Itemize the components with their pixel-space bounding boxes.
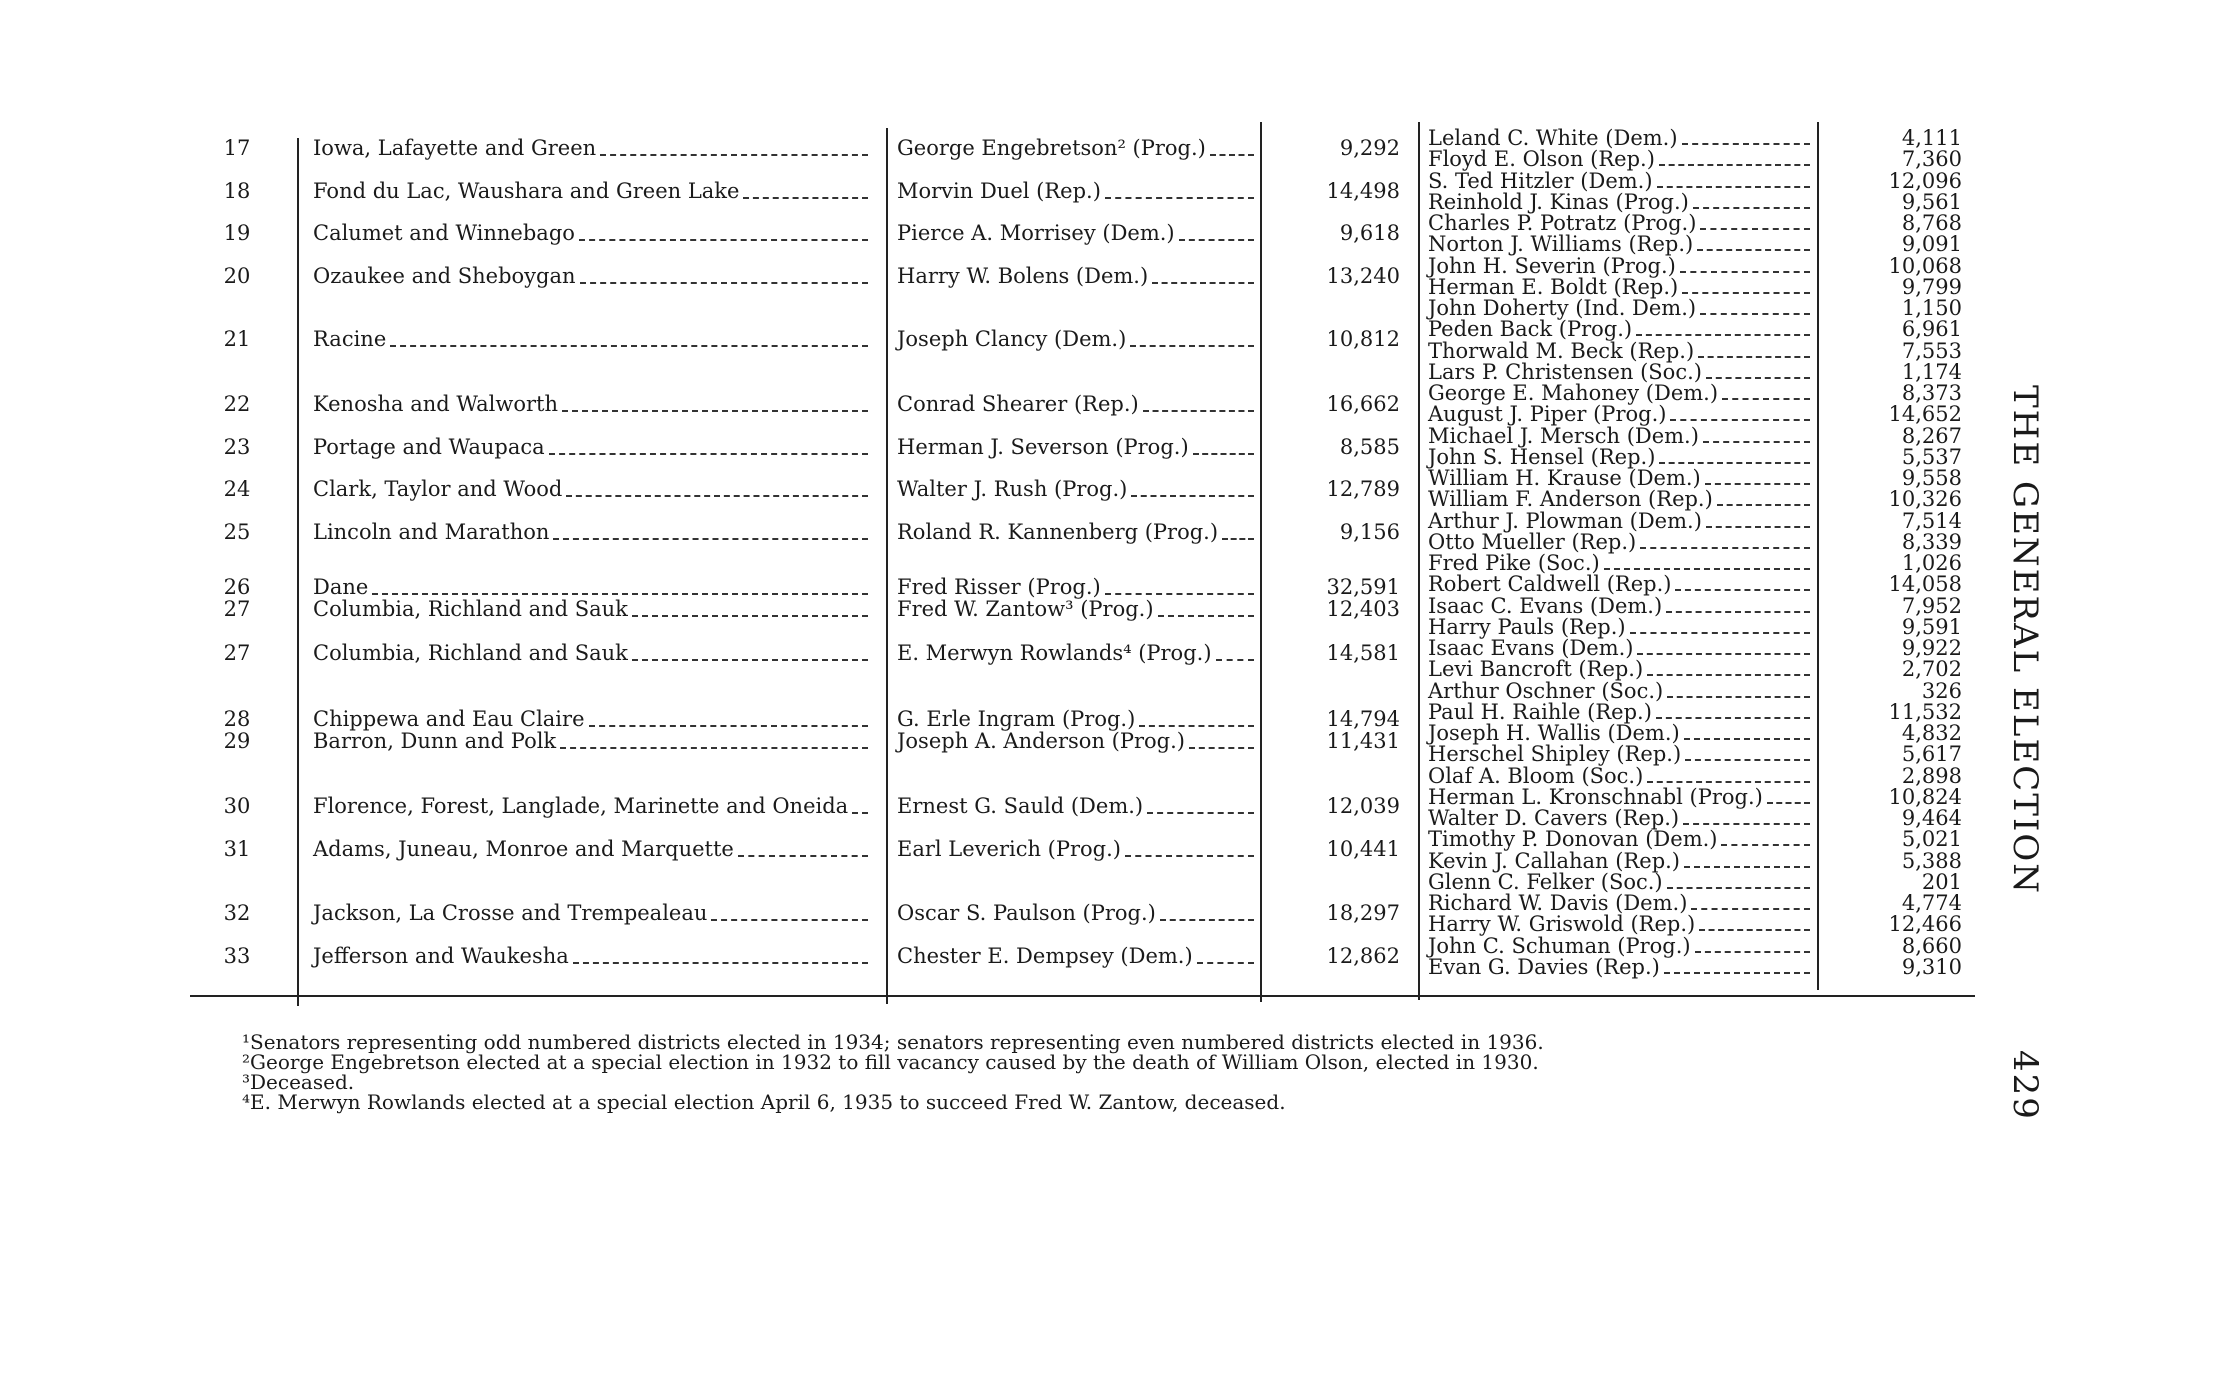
opponent-votes: 2,702 bbox=[1901, 657, 1962, 681]
side-title: THE GENERAL ELECTION bbox=[2005, 385, 2045, 896]
opponent-name: Fred Pike (Soc.) bbox=[1428, 551, 1600, 575]
senator-votes: 12,403 bbox=[1326, 597, 1400, 621]
senator-name: Joseph A. Anderson (Prog.) bbox=[897, 729, 1185, 753]
column-rule bbox=[1260, 122, 1262, 1002]
leader-dots bbox=[1139, 725, 1254, 727]
senator-votes: 16,662 bbox=[1326, 392, 1400, 416]
leader-dots bbox=[573, 962, 868, 964]
county-names: Lincoln and Marathon bbox=[313, 520, 550, 544]
opponent-votes: 8,373 bbox=[1901, 381, 1962, 405]
opponent-name: Herschel Shipley (Rep.) bbox=[1428, 742, 1682, 766]
senator-votes: 11,431 bbox=[1326, 729, 1400, 753]
senator-name: George Engebretson² (Prog.) bbox=[897, 136, 1206, 160]
opponent-votes: 5,388 bbox=[1901, 849, 1962, 873]
senator-name: Earl Leverich (Prog.) bbox=[897, 837, 1121, 861]
opponent-name: Isaac Evans (Dem.) bbox=[1428, 636, 1634, 660]
senator-name: Walter J. Rush (Prog.) bbox=[897, 477, 1128, 501]
opponent-name: Norton J. Williams (Rep.) bbox=[1428, 232, 1694, 256]
leader-dots bbox=[1684, 738, 1810, 740]
opponent-votes: 2,898 bbox=[1901, 764, 1962, 788]
leader-dots bbox=[1693, 207, 1810, 209]
leader-dots bbox=[1131, 495, 1254, 497]
district-number: 21 bbox=[223, 327, 251, 351]
opponent-name: Charles P. Potratz (Prog.) bbox=[1428, 211, 1697, 235]
leader-dots bbox=[1684, 866, 1810, 868]
opponent-votes: 10,326 bbox=[1888, 487, 1962, 511]
page-number: 429 bbox=[2005, 1050, 2045, 1121]
leader-dots bbox=[1636, 334, 1810, 336]
opponent-votes: 9,310 bbox=[1901, 955, 1962, 979]
senator-name: Chester E. Dempsey (Dem.) bbox=[897, 944, 1193, 968]
opponent-votes: 4,832 bbox=[1901, 721, 1962, 745]
opponent-votes: 7,360 bbox=[1901, 147, 1962, 171]
leader-dots bbox=[738, 855, 868, 857]
opponent-name: John S. Hensel (Rep.) bbox=[1428, 445, 1656, 469]
senator-name: Harry W. Bolens (Dem.) bbox=[897, 264, 1149, 288]
county-names: Jefferson and Waukesha bbox=[313, 944, 569, 968]
county-names: Calumet and Winnebago bbox=[313, 221, 575, 245]
county-names: Iowa, Lafayette and Green bbox=[313, 136, 597, 160]
county-names: Racine bbox=[313, 327, 387, 351]
opponent-votes: 9,561 bbox=[1901, 190, 1962, 214]
senator-name: Ernest G. Sauld (Dem.) bbox=[897, 794, 1144, 818]
senator-name: E. Merwyn Rowlands⁴ (Prog.) bbox=[897, 641, 1212, 665]
leader-dots bbox=[1664, 972, 1810, 974]
opponent-name: S. Ted Hitzler (Dem.) bbox=[1428, 169, 1653, 193]
district-number: 31 bbox=[223, 837, 251, 861]
opponent-name: Peden Back (Prog.) bbox=[1428, 317, 1633, 341]
opponent-votes: 8,660 bbox=[1901, 934, 1962, 958]
senator-name: Pierce A. Morrisey (Dem.) bbox=[897, 221, 1175, 245]
leader-dots bbox=[1767, 802, 1810, 804]
leader-dots bbox=[580, 282, 868, 284]
county-names: Ozaukee and Sheboygan bbox=[313, 264, 576, 288]
leader-dots bbox=[1699, 929, 1810, 931]
opponent-votes: 5,021 bbox=[1901, 827, 1962, 851]
leader-dots bbox=[600, 154, 868, 156]
leader-dots bbox=[1697, 249, 1810, 251]
district-number: 32 bbox=[223, 901, 251, 925]
opponent-name: Arthur Oschner (Soc.) bbox=[1428, 679, 1664, 703]
opponent-votes: 9,464 bbox=[1901, 806, 1962, 830]
opponent-name: John C. Schuman (Prog.) bbox=[1428, 934, 1691, 958]
opponent-name: Paul H. Raihle (Rep.) bbox=[1428, 700, 1652, 724]
district-number: 33 bbox=[223, 944, 251, 968]
leader-dots bbox=[1210, 154, 1254, 156]
opponent-name: August J. Piper (Prog.) bbox=[1428, 402, 1667, 426]
opponent-votes: 5,537 bbox=[1901, 445, 1962, 469]
column-rule bbox=[297, 138, 299, 1006]
county-names: Portage and Waupaca bbox=[313, 435, 545, 459]
leader-dots bbox=[1666, 611, 1810, 613]
senator-votes: 9,292 bbox=[1339, 136, 1400, 160]
column-rule bbox=[886, 128, 888, 1004]
leader-dots bbox=[560, 747, 868, 749]
leader-dots bbox=[372, 593, 868, 595]
leader-dots bbox=[1682, 143, 1810, 145]
leader-dots bbox=[1179, 239, 1254, 241]
opponent-votes: 11,532 bbox=[1888, 700, 1962, 724]
district-number: 28 bbox=[223, 707, 251, 731]
opponent-name: Glenn C. Felker (Soc.) bbox=[1428, 870, 1663, 894]
senator-name: Conrad Shearer (Rep.) bbox=[897, 392, 1139, 416]
district-number: 22 bbox=[223, 392, 251, 416]
opponent-name: Herman E. Boldt (Rep.) bbox=[1428, 275, 1679, 299]
opponent-name: John Doherty (Ind. Dem.) bbox=[1428, 296, 1697, 320]
district-number: 19 bbox=[223, 221, 251, 245]
opponent-votes: 8,339 bbox=[1901, 530, 1962, 554]
opponent-name: Leland C. White (Dem.) bbox=[1428, 126, 1678, 150]
leader-dots bbox=[1659, 164, 1810, 166]
opponent-name: Floyd E. Olson (Rep.) bbox=[1428, 147, 1655, 171]
opponent-votes: 14,652 bbox=[1888, 402, 1962, 426]
opponent-votes: 9,922 bbox=[1901, 636, 1962, 660]
county-names: Columbia, Richland and Sauk bbox=[313, 597, 628, 621]
senator-votes: 12,039 bbox=[1326, 794, 1400, 818]
table-bottom-rule bbox=[190, 995, 1975, 997]
opponent-name: Olaf A. Bloom (Soc.) bbox=[1428, 764, 1644, 788]
leader-dots bbox=[1130, 345, 1254, 347]
leader-dots bbox=[1683, 823, 1810, 825]
opponent-votes: 1,174 bbox=[1901, 360, 1962, 384]
senator-votes: 13,240 bbox=[1326, 264, 1400, 288]
county-names: Barron, Dunn and Polk bbox=[313, 729, 557, 753]
leader-dots bbox=[549, 453, 868, 455]
footnote-1: ¹Senators representing odd numbered districts elected in 1934; senators representing even numbered districts elected in 1936. bbox=[242, 1030, 1544, 1054]
opponent-name: Harry W. Griswold (Rep.) bbox=[1428, 912, 1696, 936]
leader-dots bbox=[1670, 419, 1810, 421]
leader-dots bbox=[553, 538, 868, 540]
leader-dots bbox=[1675, 589, 1810, 591]
senator-name: Fred Risser (Prog.) bbox=[897, 575, 1101, 599]
leader-dots bbox=[1706, 377, 1810, 379]
leader-dots bbox=[579, 239, 868, 241]
senator-votes: 14,794 bbox=[1326, 707, 1400, 731]
opponent-votes: 7,952 bbox=[1901, 594, 1962, 618]
county-names: Columbia, Richland and Sauk bbox=[313, 641, 628, 665]
district-number: 20 bbox=[223, 264, 251, 288]
leader-dots bbox=[1147, 812, 1254, 814]
footnote-2: ²George Engebretson elected at a special election in 1932 to fill vacancy caused by the death of William Olson, elected in 1930. bbox=[242, 1050, 1539, 1074]
opponent-votes: 9,558 bbox=[1901, 466, 1962, 490]
footnote-3: ³Deceased. bbox=[242, 1070, 355, 1094]
senator-votes: 12,789 bbox=[1326, 477, 1400, 501]
opponent-votes: 7,514 bbox=[1901, 509, 1962, 533]
leader-dots bbox=[1721, 844, 1810, 846]
leader-dots bbox=[1657, 186, 1810, 188]
leader-dots bbox=[566, 495, 868, 497]
leader-dots bbox=[1189, 747, 1254, 749]
leader-dots bbox=[1698, 356, 1810, 358]
opponent-name: Lars P. Christensen (Soc.) bbox=[1428, 360, 1702, 384]
leader-dots bbox=[1656, 717, 1810, 719]
opponent-name: Levi Bancroft (Rep.) bbox=[1428, 657, 1644, 681]
leader-dots bbox=[1216, 659, 1254, 661]
leader-dots bbox=[1700, 228, 1810, 230]
opponent-votes: 201 bbox=[1921, 870, 1962, 894]
district-number: 24 bbox=[223, 477, 251, 501]
leader-dots bbox=[1193, 453, 1254, 455]
opponent-votes: 12,096 bbox=[1888, 169, 1962, 193]
county-names: Adams, Juneau, Monroe and Marquette bbox=[313, 837, 734, 861]
opponent-votes: 12,466 bbox=[1888, 912, 1962, 936]
leader-dots bbox=[1700, 313, 1810, 315]
leader-dots bbox=[562, 410, 868, 412]
leader-dots bbox=[1105, 593, 1254, 595]
opponent-name: Robert Caldwell (Rep.) bbox=[1428, 572, 1672, 596]
leader-dots bbox=[1197, 962, 1254, 964]
leader-dots bbox=[1705, 483, 1810, 485]
leader-dots bbox=[1706, 526, 1810, 528]
leader-dots bbox=[1125, 855, 1254, 857]
county-names: Chippewa and Eau Claire bbox=[313, 707, 585, 731]
opponent-votes: 6,961 bbox=[1901, 317, 1962, 341]
leader-dots bbox=[1158, 615, 1254, 617]
senator-name: G. Erle Ingram (Prog.) bbox=[897, 707, 1136, 731]
senator-votes: 14,581 bbox=[1326, 641, 1400, 665]
senator-votes: 32,591 bbox=[1326, 575, 1400, 599]
leader-dots bbox=[1160, 919, 1254, 921]
opponent-name: Evan G. Davies (Rep.) bbox=[1428, 955, 1660, 979]
opponent-votes: 326 bbox=[1921, 679, 1962, 703]
opponent-name: Kevin J. Callahan (Rep.) bbox=[1428, 849, 1680, 873]
opponent-votes: 1,150 bbox=[1901, 296, 1962, 320]
opponent-name: William F. Anderson (Rep.) bbox=[1428, 487, 1713, 511]
opponent-votes: 8,267 bbox=[1901, 424, 1962, 448]
leader-dots bbox=[711, 919, 868, 921]
opponent-name: Herman L. Kronschnabl (Prog.) bbox=[1428, 785, 1763, 809]
opponent-votes: 1,026 bbox=[1901, 551, 1962, 575]
district-number: 27 bbox=[223, 597, 251, 621]
senator-votes: 10,812 bbox=[1326, 327, 1400, 351]
leader-dots bbox=[1722, 398, 1810, 400]
senator-votes: 8,585 bbox=[1339, 435, 1400, 459]
senator-votes: 14,498 bbox=[1326, 179, 1400, 203]
district-number: 17 bbox=[223, 136, 251, 160]
leader-dots bbox=[1659, 462, 1810, 464]
district-number: 18 bbox=[223, 179, 251, 203]
opponent-votes: 4,774 bbox=[1901, 891, 1962, 915]
opponent-name: Arthur J. Plowman (Dem.) bbox=[1428, 509, 1702, 533]
leader-dots bbox=[1667, 887, 1810, 889]
senator-name: Morvin Duel (Rep.) bbox=[897, 179, 1101, 203]
district-number: 27 bbox=[223, 641, 251, 665]
senator-name: Roland R. Kannenberg (Prog.) bbox=[897, 520, 1219, 544]
leader-dots bbox=[1604, 568, 1810, 570]
opponent-votes: 4,111 bbox=[1901, 126, 1962, 150]
county-names: Kenosha and Walworth bbox=[313, 392, 558, 416]
opponent-name: John H. Severin (Prog.) bbox=[1428, 254, 1676, 278]
footnote-4: ⁴E. Merwyn Rowlands elected at a special election April 6, 1935 to succeed Fred W. Zantow, deceased. bbox=[242, 1090, 1286, 1114]
leader-dots bbox=[589, 725, 868, 727]
column-rule bbox=[1817, 122, 1819, 990]
opponent-votes: 7,553 bbox=[1901, 339, 1962, 363]
leader-dots bbox=[1667, 696, 1810, 698]
leader-dots bbox=[1647, 674, 1810, 676]
opponent-votes: 9,799 bbox=[1901, 275, 1962, 299]
leader-dots bbox=[1105, 197, 1254, 199]
senator-votes: 18,297 bbox=[1326, 901, 1400, 925]
leader-dots bbox=[390, 345, 868, 347]
senator-votes: 10,441 bbox=[1326, 837, 1400, 861]
district-number: 29 bbox=[223, 729, 251, 753]
county-names: Jackson, La Crosse and Trempealeau bbox=[313, 901, 708, 925]
opponent-votes: 9,591 bbox=[1901, 615, 1962, 639]
district-number: 30 bbox=[223, 794, 251, 818]
opponent-name: Thorwald M. Beck (Rep.) bbox=[1428, 339, 1695, 363]
opponent-name: Walter D. Cavers (Rep.) bbox=[1428, 806, 1680, 830]
leader-dots bbox=[1682, 292, 1810, 294]
leader-dots bbox=[1695, 951, 1810, 953]
leader-dots bbox=[1717, 504, 1810, 506]
leader-dots bbox=[1685, 759, 1810, 761]
opponent-name: Isaac C. Evans (Dem.) bbox=[1428, 594, 1663, 618]
opponent-name: Timothy P. Donovan (Dem.) bbox=[1428, 827, 1718, 851]
opponent-votes: 10,824 bbox=[1888, 785, 1962, 809]
opponent-name: William H. Krause (Dem.) bbox=[1428, 466, 1701, 490]
opponent-votes: 8,768 bbox=[1901, 211, 1962, 235]
senator-votes: 9,618 bbox=[1339, 221, 1400, 245]
opponent-name: Harry Pauls (Rep.) bbox=[1428, 615, 1626, 639]
leader-dots bbox=[1640, 547, 1810, 549]
leader-dots bbox=[1152, 282, 1254, 284]
leader-dots bbox=[852, 812, 868, 814]
leader-dots bbox=[1691, 908, 1810, 910]
senator-name: Joseph Clancy (Dem.) bbox=[897, 327, 1127, 351]
leader-dots bbox=[1647, 781, 1810, 783]
leader-dots bbox=[1630, 632, 1810, 634]
column-rule bbox=[1418, 122, 1420, 1000]
opponent-name: Joseph H. Wallis (Dem.) bbox=[1428, 721, 1680, 745]
county-names: Dane bbox=[313, 575, 369, 599]
county-names: Florence, Forest, Langlade, Marinette and Oneida bbox=[313, 794, 849, 818]
opponent-votes: 14,058 bbox=[1888, 572, 1962, 596]
senator-votes: 12,862 bbox=[1326, 944, 1400, 968]
district-number: 26 bbox=[223, 575, 251, 599]
leader-dots bbox=[1680, 271, 1810, 273]
leader-dots bbox=[1703, 441, 1810, 443]
opponent-votes: 5,617 bbox=[1901, 742, 1962, 766]
county-names: Fond du Lac, Waushara and Green Lake bbox=[313, 179, 740, 203]
district-number: 25 bbox=[223, 520, 251, 544]
opponent-name: Michael J. Mersch (Dem.) bbox=[1428, 424, 1699, 448]
opponent-name: Richard W. Davis (Dem.) bbox=[1428, 891, 1688, 915]
senator-votes: 9,156 bbox=[1339, 520, 1400, 544]
leader-dots bbox=[743, 197, 868, 199]
leader-dots bbox=[1143, 410, 1254, 412]
opponent-votes: 9,091 bbox=[1901, 232, 1962, 256]
district-number: 23 bbox=[223, 435, 251, 459]
senator-name: Oscar S. Paulson (Prog.) bbox=[897, 901, 1156, 925]
county-names: Clark, Taylor and Wood bbox=[313, 477, 563, 501]
leader-dots bbox=[632, 615, 868, 617]
opponent-name: Reinhold J. Kinas (Prog.) bbox=[1428, 190, 1689, 214]
opponent-name: George E. Mahoney (Dem.) bbox=[1428, 381, 1719, 405]
senator-name: Herman J. Severson (Prog.) bbox=[897, 435, 1189, 459]
opponent-name: Otto Mueller (Rep.) bbox=[1428, 530, 1637, 554]
senator-name: Fred W. Zantow³ (Prog.) bbox=[897, 597, 1154, 621]
opponent-votes: 10,068 bbox=[1888, 254, 1962, 278]
leader-dots bbox=[632, 659, 868, 661]
leader-dots bbox=[1637, 653, 1810, 655]
